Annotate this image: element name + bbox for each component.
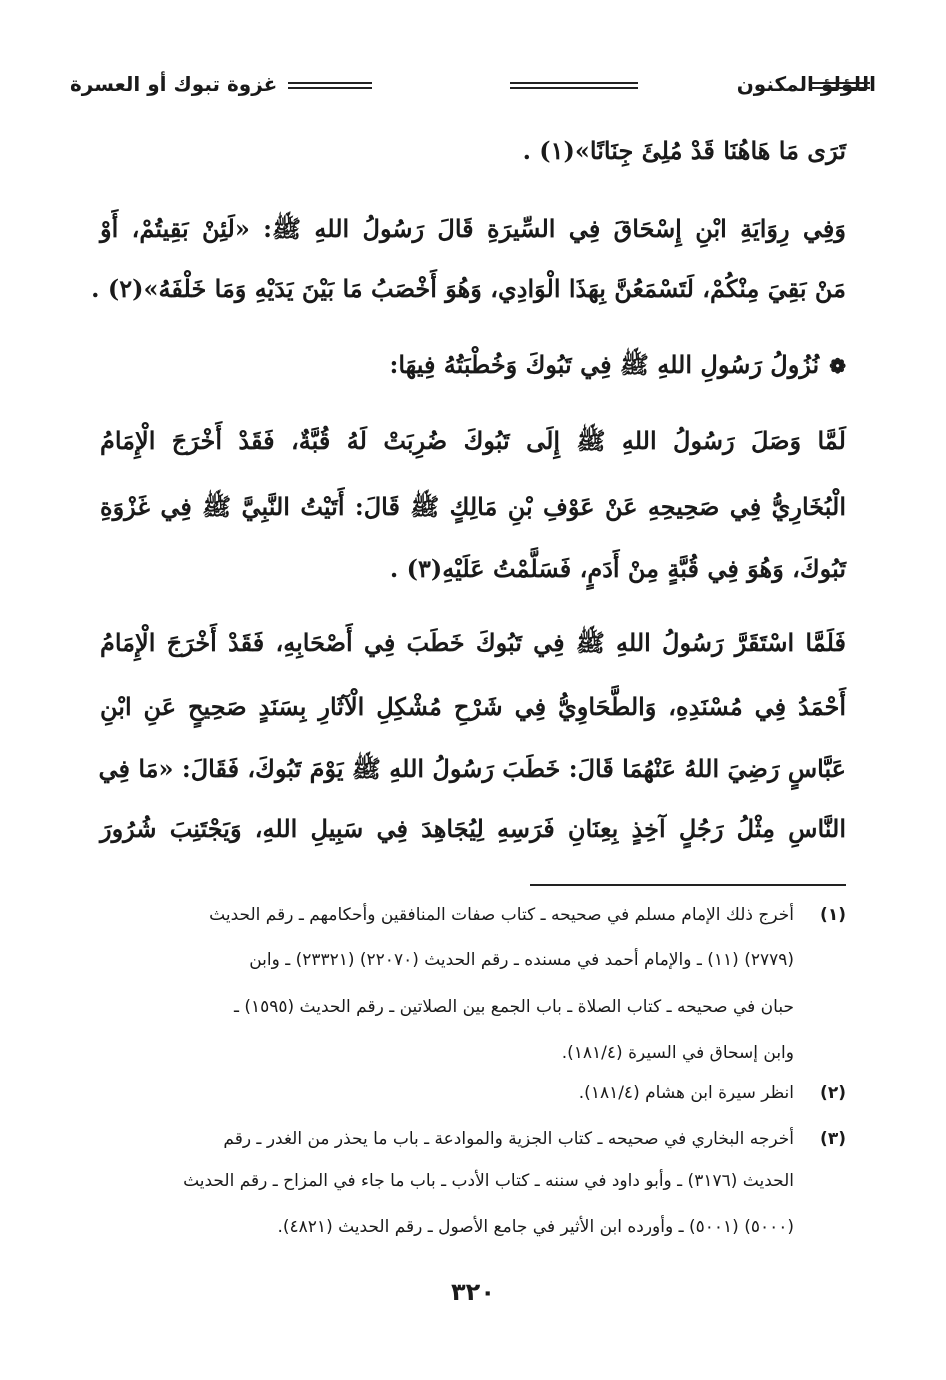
footnote-number: (١) xyxy=(820,905,846,925)
body-line: تَرَى مَا هَاهُنَا قَدْ مُلِئَ جِنَانًا»(١) . xyxy=(522,136,846,165)
footnote-line: أخرج ذلك الإمام مسلم في صحيحه ـ كتاب صفات المنافقين وأحكامهم ـ رقم الحديث xyxy=(209,905,794,925)
body-line: وَفِي رِوَايَةِ ابْنِ إِسْحَاقَ فِي السِّيرَةِ قَالَ رَسُولُ اللهِ ﷺ: «لَئِنْ بَقِيتُمْ، أَوْ xyxy=(100,214,846,243)
body-line: الْبُخَارِيُّ فِي صَحِيحِهِ عَنْ عَوْفِ بْنِ مَالِكٍ ﷺ قَالَ: أَتَيْتُ النَّبِيَّ ﷺ فِي غَزْوَةِ xyxy=(100,492,846,521)
running-header xyxy=(70,58,876,118)
book-title: اللؤلؤ المكنون xyxy=(736,72,876,96)
body-line: مَنْ بَقِيَ مِنْكُمْ، لَتَسْمَعُنَّ بِهَذَا الْوَادِي، وَهُوَ أَخْصَبُ مَا بَيْنَ يَدَيْهِ وَمَا خَلْفَهُ»(٢) . xyxy=(91,274,846,303)
footnote-number: (٢) xyxy=(820,1083,846,1103)
footnote-line: أخرجه البخاري في صحيحه ـ كتاب الجزية والموادعة ـ باب ما يحذر من الغدر ـ رقم xyxy=(223,1129,794,1149)
page-number: ٣٢٠ xyxy=(451,1278,495,1306)
flower-bullet-icon: ❁ xyxy=(829,354,846,378)
footnote-line: (٥٠٠٠) (٥٠٠١) ـ وأورده ابن الأثير في جامع الأصول ـ رقم الحديث (٤٨٢١). xyxy=(277,1217,794,1237)
body-line: لَمَّا وَصَلَ رَسُولُ اللهِ ﷺ إِلَى تَبُوكَ ضُرِبَتْ لَهُ قُبَّةٌ، فَقَدْ أَخْرَجَ الْإِمَامُ xyxy=(100,426,846,455)
footnote-line: وابن إسحاق في السيرة (١٨١/٤). xyxy=(561,1043,794,1063)
body-line: عَبَّاسٍ رَضِيَ اللهُ عَنْهُمَا قَالَ: خَطَبَ رَسُولُ اللهِ ﷺ يَوْمَ تَبُوكَ، فَقَالَ: «مَا فِي xyxy=(98,754,846,783)
header-rule xyxy=(810,82,870,89)
footnote-number: (٣) xyxy=(820,1129,846,1149)
body-line: فَلَمَّا اسْتَقَرَّ رَسُولُ اللهِ ﷺ فِي تَبُوكَ خَطَبَ فِي أَصْحَابِهِ، فَقَدْ أَخْرَجَ الْإِمَامُ xyxy=(100,628,846,657)
header-rule xyxy=(510,82,638,89)
chapter-title: غزوة تبوك أو العسرة xyxy=(70,72,278,96)
footnote-line: انظر سيرة ابن هشام (١٨١/٤). xyxy=(578,1083,794,1103)
footnote-line: الحديث (٣١٧٦) ـ وأبو داود في سننه ـ كتاب الأدب ـ باب ما جاء في المزاح ـ رقم الحديث xyxy=(183,1171,794,1191)
footnote-divider xyxy=(530,884,846,886)
footnote xyxy=(100,1080,846,1106)
body-line: أَحْمَدُ فِي مُسْنَدِهِ، وَالطَّحَاوِيُّ فِي شَرْحِ مُشْكِلِ الْآثَارِ بِسَنَدٍ صَحِيحٍ عَنِ ابْنِ xyxy=(100,692,846,721)
header-rule xyxy=(288,82,372,89)
footnote xyxy=(100,1126,846,1152)
body-line: تَبُوكَ، وَهُوَ فِي قُبَّةٍ مِنْ أَدَمٍ، فَسَلَّمْتُ عَلَيْهِ(٣) . xyxy=(389,554,846,583)
footnote-line: (٢٧٧٩) (١١) ـ والإمام أحمد في مسنده ـ رقم الحديث (٢٢٠٧٠) (٢٣٣٢١) ـ وابن xyxy=(249,950,794,970)
footnote-line: حبان في صحيحه ـ كتاب الصلاة ـ باب الجمع بين الصلاتين ـ رقم الحديث (١٥٩٥) ـ xyxy=(233,997,794,1017)
footnote xyxy=(100,902,846,928)
body-line: النَّاسِ مِثْلُ رَجُلٍ آخِذٍ بِعِنَانِ فَرَسِهِ لِيُجَاهِدَ فِي سَبِيلِ اللهِ، وَيَجْتَنِبَ شُرُورَ xyxy=(100,814,846,843)
section-heading-text: نُزُولُ رَسُولِ اللهِ ﷺ فِي تَبُوكَ وَخُطْبَتُهُ فِيهَا: xyxy=(389,350,820,379)
section-heading xyxy=(100,348,846,383)
